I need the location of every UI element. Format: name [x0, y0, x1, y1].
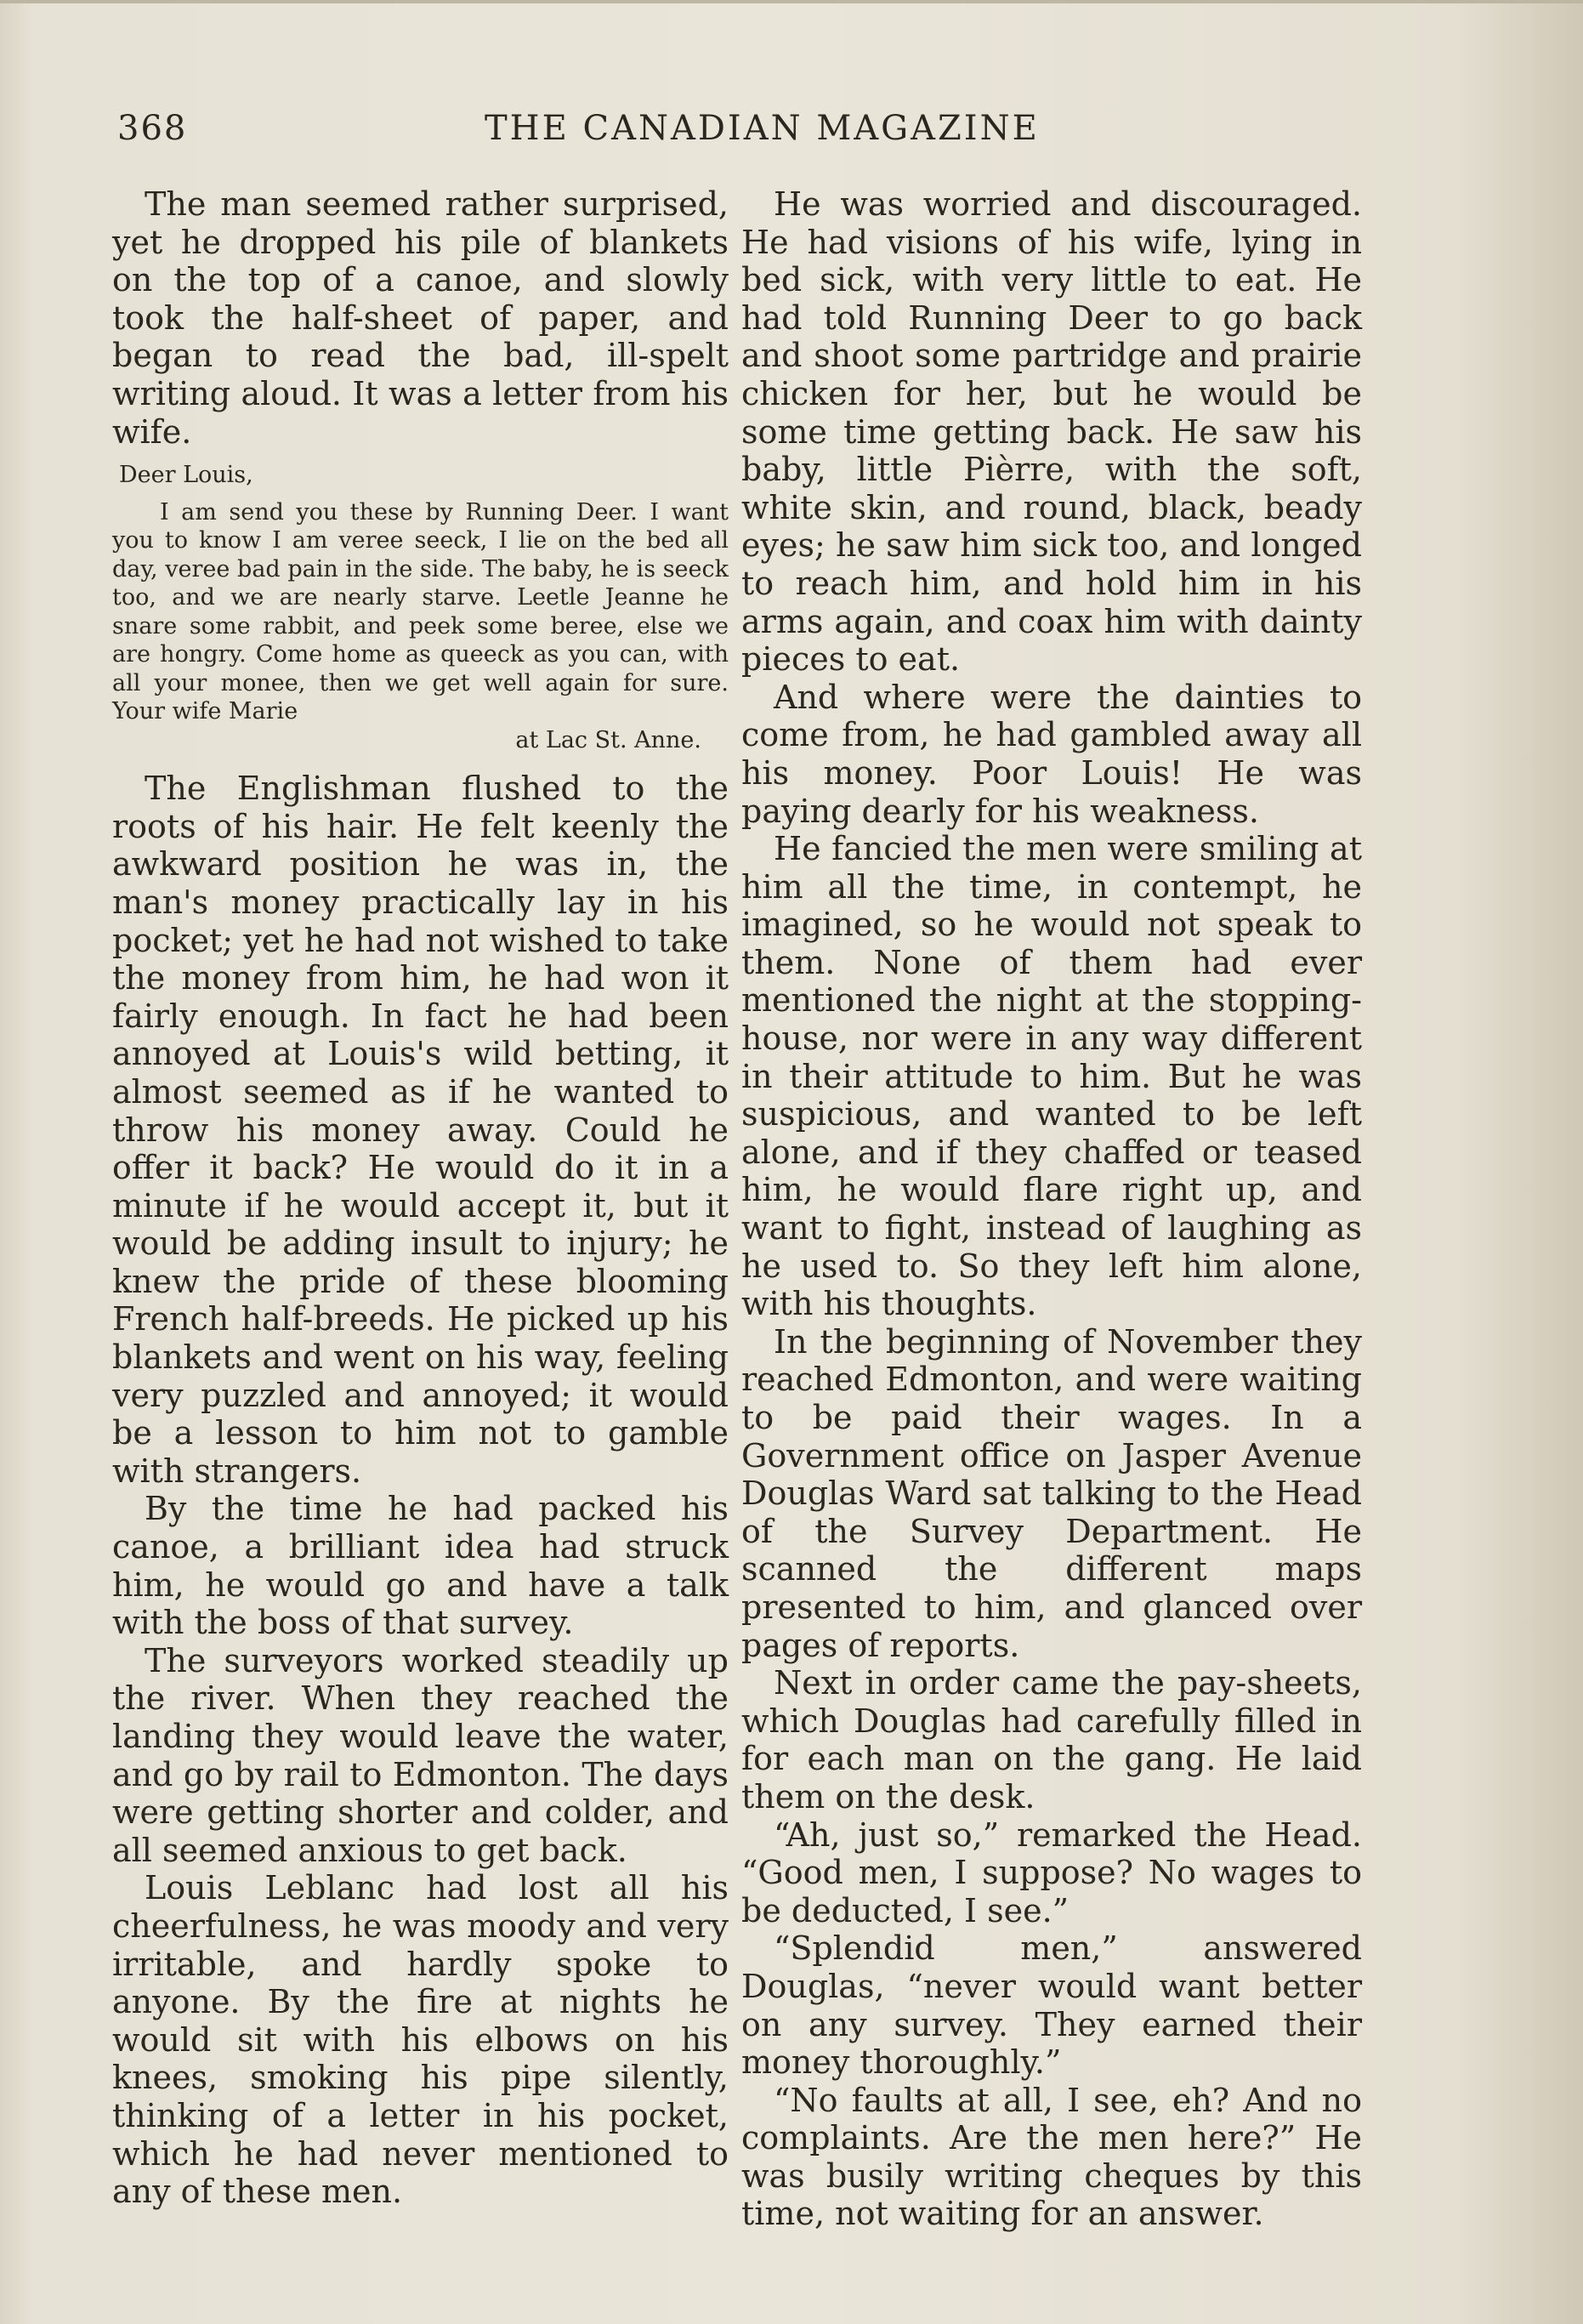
paragraph: He fancied the men were smiling at him all the time, in contempt, he imagined, so he would not speak to them. None of them had ever mentioned the night at the stopping-house, nor were in any way different in their attitude to him. But he was suspicious, and wanted to be left alone, and if they chaffed or teased him, he would flare right up, and want to fight, instead of laughing as he used to. So they left him alone, with his thoughts. — [741, 830, 1362, 1323]
paragraph: “Splendid men,” answered Douglas, “never would want better on any survey. They earned their money thoroughly.” — [741, 1929, 1362, 2082]
page-number: 368 — [117, 109, 188, 148]
paragraph: The man seemed rather surprised, yet he dropped his pile of blankets on the top of a canoe, and slowly took the half-sheet of paper, and began to read the bad, ill-spelt writing aloud. It was a letter from his wife. — [112, 185, 729, 451]
letter-body: I am send you these by Running Deer. I want you to know I am veree seeck, I lie on the bed all day, veree bad pain in the side. The baby, he is seeck too, and we are nearly starve. Leetle Jeanne he snare some rabbit, and peek some beree, else we are hongry. Come home as queeck as you can, with all your monee, then we get well again for sure. Your wife Marie — [112, 498, 729, 725]
paragraph: The Englishman flushed to the roots of his hair. He felt keenly the awkward position he was in, the man's money practically lay in his pocket; yet he had not wished to take the money from him, he had won it fairly enough. In fact he had been annoyed at Louis's wild betting, it almost seemed as if he wanted to throw his money away. Could he offer it back? He would do it in a minute if he would accept it, but it would be adding insult to injury; he knew the pride of these blooming French half-breeds. He picked up his blankets and went on his way, feeling very puzzled and annoyed; it would be a lesson to him not to gamble with strangers. — [112, 770, 729, 1490]
paragraph: Louis Leblanc had lost all his cheerfulness, he was moody and very irritable, and hardly spoke to anyone. By the fire at nights he would sit with his elbows on his knees, smoking his pipe silently, thinking of a letter in his pocket, which he had never mentioned to any of these men. — [112, 1869, 729, 2211]
spacer — [112, 761, 729, 770]
top-edge-rule — [0, 0, 1583, 3]
left-column — [112, 185, 729, 2211]
paragraph: In the beginning of November they reached Edmonton, and were waiting to be paid their wages. In a Government office on Jasper Avenue Douglas Ward sat talking to the Head of the Survey Department. He scanned the different maps presented to him, and glanced over pages of reports. — [741, 1322, 1362, 1664]
paragraph: Next in order came the pay-sheets, which Douglas had carefully filled in for each man on the gang. He laid them on the desk. — [741, 1664, 1362, 1815]
paragraph: “Ah, just so,” remarked the Head. “Good men, I suppose? No wages to be deducted, I see.” — [741, 1815, 1362, 1929]
running-title: THE CANADIAN MAGAZINE — [485, 109, 1040, 148]
page-header — [117, 100, 1393, 160]
paragraph: “No faults at all, I see, eh? And no complaints. Are the men here?” He was busily writing cheques by this time, not waiting for an answer. — [741, 2081, 1362, 2233]
letter-signature: at Lac St. Anne. — [515, 726, 701, 753]
paragraph: By the time he had packed his canoe, a brilliant idea had struck him, he would go and have a talk with the boss of that survey. — [112, 1490, 729, 1642]
quoted-letter — [112, 461, 729, 754]
right-column — [741, 185, 1362, 2233]
paragraph: The surveyors worked steadily up the river. When they reached the landing they would leave the water, and go by rail to Edmonton. The days were getting shorter and colder, and all seemed anxious to get back. — [112, 1641, 729, 1869]
paragraph: And where were the dainties to come from, he had gambled away all his money. Poor Louis! He was paying dearly for his weakness. — [741, 678, 1362, 830]
paragraph: He was worried and discouraged. He had visions of his wife, lying in bed sick, with very little to eat. He had told Running Deer to go back and shoot some partridge and prairie chicken for her, but he would be some time getting back. He saw his baby, little Pièrre, with the soft, white skin, and round, black, beady eyes; he saw him sick too, and longed to reach him, and hold him in his arms again, and coax him with dainty pieces to eat. — [741, 185, 1362, 679]
letter-salutation: Deer Louis, — [119, 462, 253, 489]
